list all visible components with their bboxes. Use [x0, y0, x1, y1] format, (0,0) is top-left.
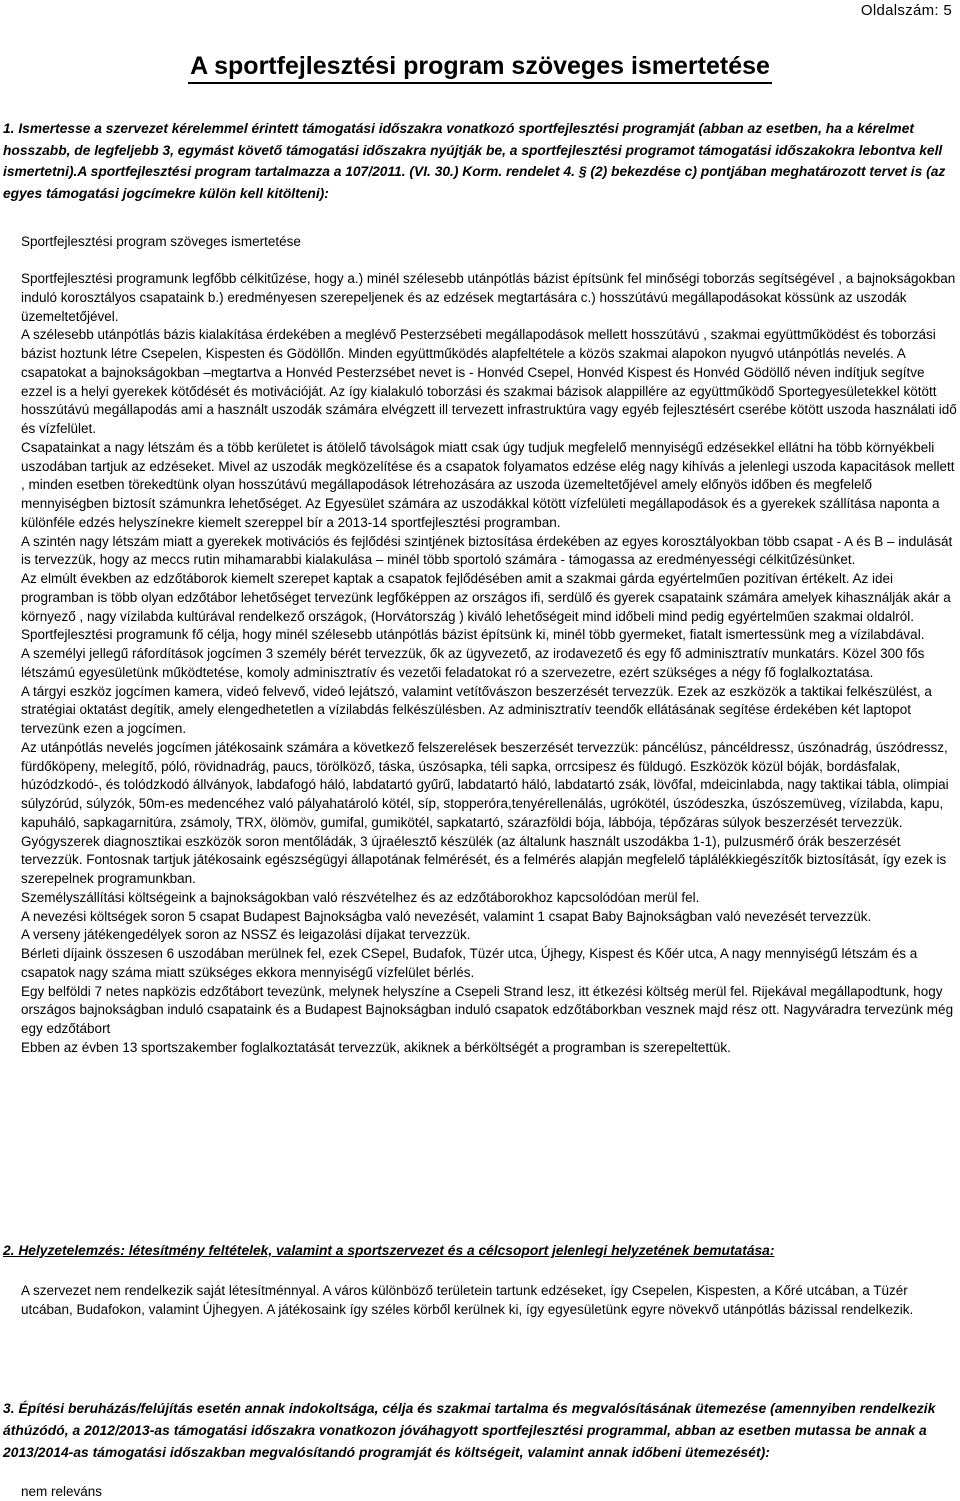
paragraph: Személyszállítási költségeink a bajnokságokban való részvételhez és az edzőtáborokhoz kapcsolódóan merül fel. [21, 889, 700, 905]
paragraph: Az utánpótlás nevelés jogcímen játékosaink számára a következő felszerelések beszerzését tervezzük: páncélúsz, páncéldressz, úszónadrág, úszódressz, fürdőköpeny, melegítő, póló, rövidnadrág, paucs, törölköző, táska, úszósapka, téli sapka, orrcsipesz és füldugó. Eszközök közül bóják, bordásfalak, húzódzkodó-, és tolódzkodó állványok, labdafogó háló, labdatartó gyűrű, labdatartó háló, labdatartó zsák, lövőfal, mdeicinlabda, nagy taktikai tábla, olimpiai súlyzórúd, súlyzók, 50m-es medencéhez való pályahatároló kötél, síp, stopperóra,tenyérellenálás, ugrókötél, úszódeszka, úszószemüveg, vízilabda, kapu, kapuháló, sapkagarnitúra, zsámoly, TRX, ölömöv, gumifal, gumikötél, sapkatartó, szárazföldi bója, lábbója, tépőzáras súlyok beszerzését tervezzük. [21, 739, 949, 830]
section-3-heading: 3. Építési beruházás/felújítás esetén annak indokoltsága, célja és szakmai tartalma és megvalósításának ütemezése (amennyiben rendelkezik áthúzódó, a 2012/2013-as támogatási időszakra vonatkozon jóváhagyott sportfejlesztési programmal, abban az esetben mutassa be annak a 2013/2014-as támogatási időszakban megvalósítandó programját és költségeit, valamint annak időbeni ütemezését): [3, 1401, 936, 1460]
paragraph: A tárgyi eszköz jogcímen kamera, videó felvevő, videó lejátszó, valamint vetítővászon beszerzését tervezzük. Ezek az eszközök a taktikai felkészülést, a stratégiai oktatást degítik, amely elengedhetetlen a vízilabdás felkészülésben. Az adminisztratív teendők ellátásának segítése érdekében két laptopot tervezünk ezen a jogcímen. [21, 683, 932, 736]
paragraph: A szélesebb utánpótlás bázis kialakítása érdekében a meglévő Pesterzsébeti megállapodások mellett hosszútávú , szakmai együttműködést és toborzási bázist hoztunk létre Csepelen, Kispesten és Gödöllőn. Minden együttműködés alapfeltétele a közös szakmai alapokon nyugvó utánpótlás nevelés. A csapatokat a bajnokságokban –megtartva a Honvéd Pesterzsébet nevet is - Honvéd Csepel, Honvéd Kispest és Honvéd Gödöllő néven indítjuk segítve ezzel is a helyi gyerekek kötődését és motivációját. Az így kialakuló toborzási és szakmai bázisok alappillére az együttműködő Sportegyesületekkel kötött hosszútávú megállapodás ami a használt uszodák számára elvégzett ill tervezett infrastruktúra vagy egyéb fejlesztésért cserébe kötött uszoda használati idő és vízfelület. [21, 327, 957, 436]
paragraph: Gyógyszerek diagnosztikai eszközök soron mentőládák, 3 újraélesztő készülék (az általunk használt uszodákba 1-1), pulzusmérő órák beszerzését tervezzük. Fontosnak tartjuk játékosaink egészségügyi állapotának felmérését, és a felmérés alapján megfelelő táplálékkiegészítők biztosítását, így ezek is szerepelnek programunkban. [21, 833, 947, 886]
section-3-body: nem releváns [21, 1484, 103, 1499]
section-2-heading: 2. Helyzetelemzés: létesítmény feltételek, valamint a sportszervezet és a célcsoport jelenlegi helyzetének bemutatása: [3, 1243, 775, 1258]
paragraph: Bérleti díjaink összesen 6 uszodában merülnek fel, ezek CSepel, Budafok, Tüzér utca, Újhegy, Kispest és Kőér utca, A nagy mennyiségű létszám és a csapatok nagy száma miatt szükséges ekkora mennyiségű vízfelület bérlés. [21, 946, 918, 980]
paragraph: Ebben az évben 13 sportszakember foglalkoztatását tervezzük, akiknek a bérköltségét a programban is szerepeltettük. [21, 1039, 731, 1055]
document-title [0, 52, 960, 84]
paragraph: Sportfejlesztési programunk legfőbb célkitűzése, hogy a.) minél szélesebb utánpótlás bázist építsünk fel minőségi toborzás segítségével , a bajnokságokban induló korosztályos csapataink b.) eredményesen szerepeljenek és az edzések megtartására c.) hosszútávú megállapodásokat kössünk az uszodák üzemeltetőjével. [21, 271, 956, 324]
paragraph: Sportfejlesztési programunk fő célja, hogy minél szélesebb utánpótlás bázist építsünk ki, minél több gyermeket, fiatalt ismertessünk meg a vízilabdával. [21, 627, 925, 643]
paragraph: A szintén nagy létszám miatt a gyerekek motivációs és fejlődési szintjének biztosítása érdekében az egyes korosztályokban több csapat - A és B – indulását is tervezzük, hogy az meccs rutin mihamarabbi kialakulása – minél több sportoló számára - támogassa az eredményességi célkitűzésünket. [21, 533, 953, 568]
program-subtitle: Sportfejlesztési program szöveges ismertetése [21, 234, 301, 249]
paragraph: A személyi jellegű ráfordítások jogcímen 3 személy bérét tervezzük, ők az ügyvezető, az irodavezető és egy fő adminisztratív munkatárs. Közel 300 fős létszámú egyesületünk működtetése, komoly adminisztratív és vezetői feladatokat ró a szervezetre, ezért szükséges a négy fő foglalkoztatása. [21, 646, 925, 680]
paragraph: A nevezési költségek soron 5 csapat Budapest Bajnokságba való nevezését, valamint 1 csapat Baby Bajnokságban való nevezését tervezzük. [21, 908, 872, 924]
section-1-heading: 1. Ismertesse a szervezet kérelemmel érintett támogatási időszakra vonatkozó sportfejlesztési programját (abban az esetben, ha a kérelmet hosszabb, de legfeljebb 3, egymást követő támogatási időszakra nyújtják be, a sportfejlesztési programot támogatási időszakokra lebontva kell ismertetni).A sportfejlesztési program tartalmazza a 107/2011. (VI. 30.) Korm. rendelet 4. § (2) bekezdése c) pontjában meghatározott tervet is (az egyes támogatási jogcímekre külön kell kitölteni): [3, 121, 946, 201]
paragraph: A verseny játékengedélyek soron az NSSZ és leigazolási díjakat tervezzük. [21, 927, 471, 943]
paragraph: Egy belföldi 7 netes napközis edzőtábort tevezünk, melynek helyszíne a Csepeli Strand lesz, itt étkezési költség merül fel. Rijekával megállapodtunk, hogy országos bajnokságban induló csapataink és a Budapest Bajnokságban induló csapatok edzőtáborkban vesznek majd rész ott. Nagyváradra tervezünk még egy edzőtábort [21, 983, 954, 1036]
paragraph: Az elmúlt években az edzőtáborok kiemelt szerepet kaptak a csapatok fejlődésében amit a szakmai gárda egyértelműen pozitívan értékelt. Az idei programban is több olyan edzőtábor lehetőséget tervezünk legfőképpen az országos ifi, serdülő és gyerek csapataink számára amelyek kihasználják akár a környező , nagy vízilabda kultúrával rendelkező országok, (Horvátország ) kiváló lehetőségeit mind időbeli mind pedig egyértelműen szakmai oldalról. [21, 571, 951, 624]
page-number: Oldalszám: 5 [860, 2, 952, 19]
document-title-text: A sportfejlesztési program szöveges ismertetése [188, 52, 772, 84]
section-2-body [21, 1282, 957, 1320]
section-1-body [21, 270, 957, 1058]
paragraph: A szervezet nem rendelkezik saját létesítménnyal. A város különböző területein tartunk edzéseket, így Csepelen, Kispesten, a Kőré utcában, a Tüzér utcában, Budafokon, valamint Újhegyen. A játékosaink így széles körből kerülnek ki, így egyesületünk egyre növekvő utánpótlás bázissal rendelkezik. [21, 1283, 914, 1317]
paragraph: Csapatainkat a nagy létszám és a több kerületet is átölelő távolságok miatt csak úgy tudjuk megfelelő mennyiségű edzésekkel ellátni ha több környékbeli uszodában tartjuk az edzéseket. Mivel az uszodák megközelítése és a csapatok folyamatos edzése elég nagy kihívás a jelenlegi uszoda kapacitások mellett , minden esetben törekedtünk olyan hosszútávú megállapodások létrehozására az uszoda üzemeltetőjével amely előnyös időben és megfelelő mennyiségben biztosít számunkra lehetőséget. Az Egyesület számára az uszodákkal kötött vízfelületi megállapodások és a gyerekek szállítása naponta a különféle edzés helyszínekre kiemelt szereppel bír a 2013-14 sportfejlesztési programban. [21, 439, 955, 530]
